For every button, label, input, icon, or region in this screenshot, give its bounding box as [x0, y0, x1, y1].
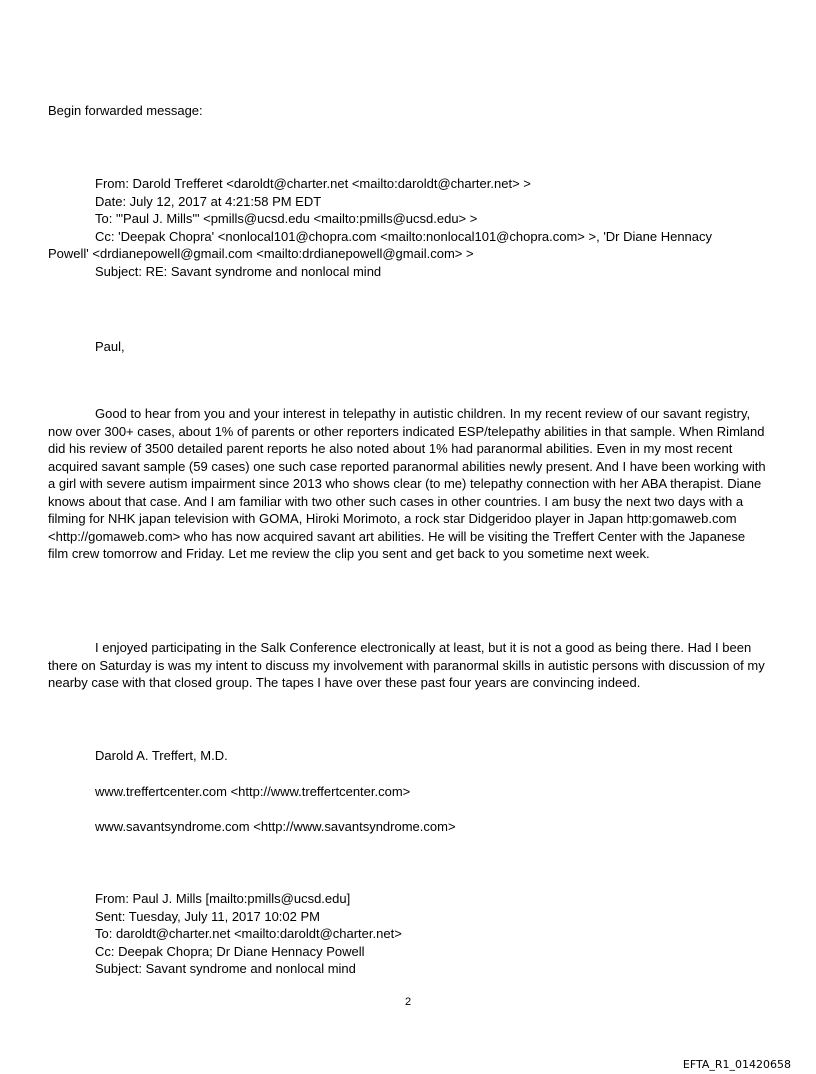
body-paragraph-2: I enjoyed participating in the Salk Conference electronically at least, but it is not a good as being there. Had I been there on Saturday is was my intent to discuss my involvement with paranormal skills in autistic persons with discussion of my nearby case with that closed group. The tapes I have over these past four years are convincing indeed.: [48, 640, 765, 690]
forwarded-header: [48, 175, 768, 280]
document-id: EFTA_R1_01420658: [682, 1058, 791, 1071]
signature-name: Darold A. Treffert, M.D.: [95, 748, 228, 763]
header-from: From: Darold Trefferet <daroldt@charter.net <mailto:daroldt@charter.net> >: [95, 176, 531, 191]
body-paragraph-1: Good to hear from you and your interest in telepathy in autistic children. In my recent review of our savant registry, now over 300+ cases, about 1% of parents or other reporters indicated ESP/telepathy abilities in that sample. When Rimland did his review of 3500 detailed parent reports he also noted about 1% had paranormal abilities. Even in my most recent acquired savant sample (59 cases) one such case reported paranormal abilities newly present. And I have been working with a girl with severe autism impairment since 2013 who shows clear (to me) telepathy connection with her ABA therapist. Diane knows about that case. And I am familiar with two other such cases in other countries. I am busy the next two days with a filming for NHK japan television with GOMA, Hiroki Morimoto, a rock star Didgeridoo player in Japan http:gomaweb.com <http://gomaweb.com> who has now acquired savant art abilities. He will be visiting the Treffert Center with the Japanese film crew tomorrow and Friday. Let me review the clip you sent and get back to you sometime next week.: [48, 406, 766, 561]
signature-website-2: www.savantsyndrome.com <http://www.savantsyndrome.com>: [95, 819, 456, 834]
header-date: Date: July 12, 2017 at 4:21:58 PM EDT: [95, 193, 322, 209]
header-cc-continued: Powell' <drdianepowell@gmail.com <mailto:drdianepowell@gmail.com> >: [48, 246, 474, 261]
orig-to: To: daroldt@charter.net <mailto:daroldt@charter.net>: [95, 926, 402, 941]
header-to: To: "'Paul J. Mills'" <pmills@ucsd.edu <mailto:pmills@ucsd.edu> >: [95, 211, 478, 226]
intro-line: Begin forwarded message:: [48, 103, 203, 118]
header-cc: Cc: 'Deepak Chopra' <nonlocal101@chopra.com <mailto:nonlocal101@chopra.com> >, 'Dr Diane Hennacy: [95, 228, 713, 244]
orig-sent: Sent: Tuesday, July 11, 2017 10:02 PM: [95, 908, 320, 924]
original-message-header: [48, 890, 768, 978]
orig-from: From: Paul J. Mills [mailto:pmills@ucsd.edu]: [95, 891, 351, 906]
greeting: Paul,: [95, 339, 125, 354]
header-subject: Subject: RE: Savant syndrome and nonlocal mind: [95, 263, 382, 279]
signature-website-1: www.treffertcenter.com <http://www.treffertcenter.com>: [95, 783, 411, 799]
page-number: 2: [404, 996, 412, 1008]
signature: [48, 747, 768, 836]
orig-subject: Subject: Savant syndrome and nonlocal mind: [95, 961, 356, 976]
orig-cc: Cc: Deepak Chopra; Dr Diane Hennacy Powell: [95, 943, 365, 959]
